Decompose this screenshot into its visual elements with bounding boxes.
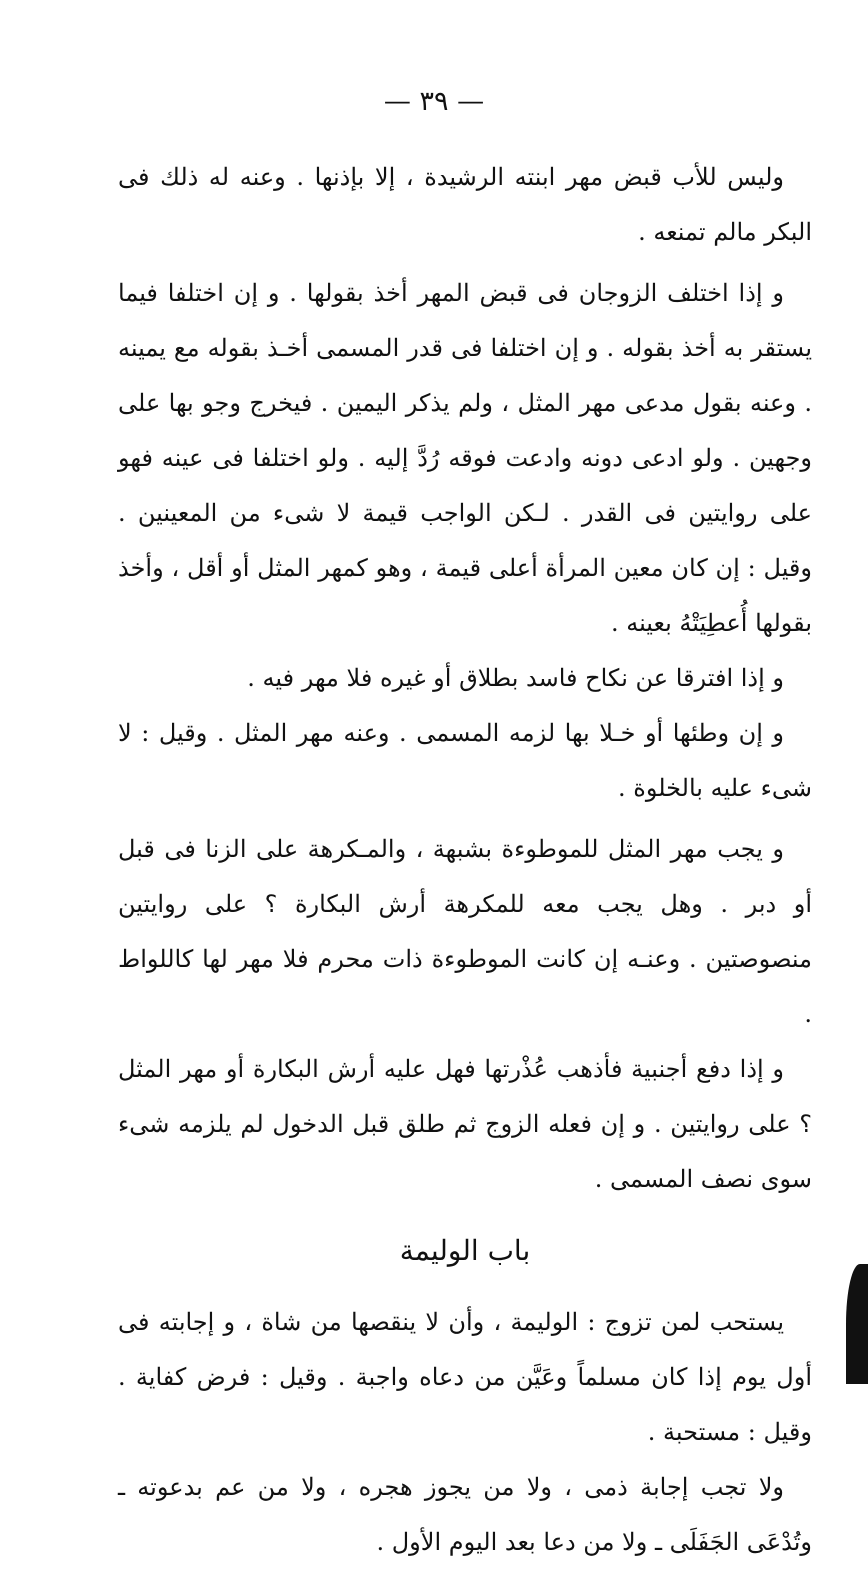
- paragraph-fair-dowry: و يجب مهر المثل للموطوءة بشبهة ، والمـكرهة على الزنا فى قبل أو دبر . وهل يجب معه للمكرهة أرش البكارة ؟ على روايتين منصوصتين . وعنـه إن كانت الموطوءة ذات محرم فلا مهر لها كاللواط .: [118, 835, 812, 1028]
- paragraph-walima-exceptions: ولا تجب إجابة ذمى ، ولا من يجوز هجره ، ولا من عم بدعوته ـ وتُدْعَى الجَفَلَى ـ ولا من دعا بعد اليوم الأول .: [118, 1473, 812, 1556]
- page-number: — ٣٩ —: [383, 86, 485, 117]
- paragraph-consummation: و إن وطئها أو خـلا بها لزمه المسمى . وعنه مهر المثل . وقيل : لا شىء عليه بالخلوة .: [118, 719, 812, 802]
- page-body: [118, 150, 812, 1570]
- paragraph-walima-recommended: يستحب لمن تزوج : الوليمة ، وأن لا ينقصها من شاة ، و إجابته فى أول يوم إذا كان مسلماً وعَيَّن من دعاه واجبة . وقيل : فرض كفاية . وقيل : مستحبة .: [118, 1308, 812, 1446]
- scan-edge-shadow: [846, 1264, 868, 1384]
- paragraph-father-dowry: وليس للأب قبض مهر ابنته الرشيدة ، إلا بإذنها . وعنه له ذلك فى البكر مالم تمنعه .: [118, 163, 812, 246]
- paragraph-virginity-compensation: و إذا دفع أجنبية فأذهب عُذْرتها فهل عليه أرش البكارة أو مهر المثل ؟ على روايتين . و إن فعله الزوج ثم طلق قبل الدخول لم يلزمه شىء سوى نصف المسمى .: [118, 1055, 812, 1193]
- paragraph-invalid-marriage: و إذا افترقا عن نكاح فاسد بطلاق أو غيره فلا مهر فيه .: [247, 664, 784, 692]
- paragraph-spouse-dispute: و إذا اختلف الزوجان فى قبض المهر أخذ بقولها . و إن اختلفا فيما يستقر به أخذ بقوله . و إن اختلفا فى قدر المسمى أخـذ بقوله مع يمينه . وعنه بقول مدعى مهر المثل ، ولم يذكر اليمين . فيخرج وجو بها على وجهين . ولو ادعى دونه وادعت فوقه رُدَّ إليه . ولو اختلفا فى عينه فهو على روايتين فى القدر . لـكن الواجب قيمة لا شىء من المعينين . وقيل : إن كان معين المرأة أعلى قيمة ، وهو كمهر المثل أو أقل ، وأخذ بقولها أُعطِيَتْهُ بعينه .: [118, 279, 812, 637]
- section-heading: باب الوليمة: [399, 1234, 531, 1267]
